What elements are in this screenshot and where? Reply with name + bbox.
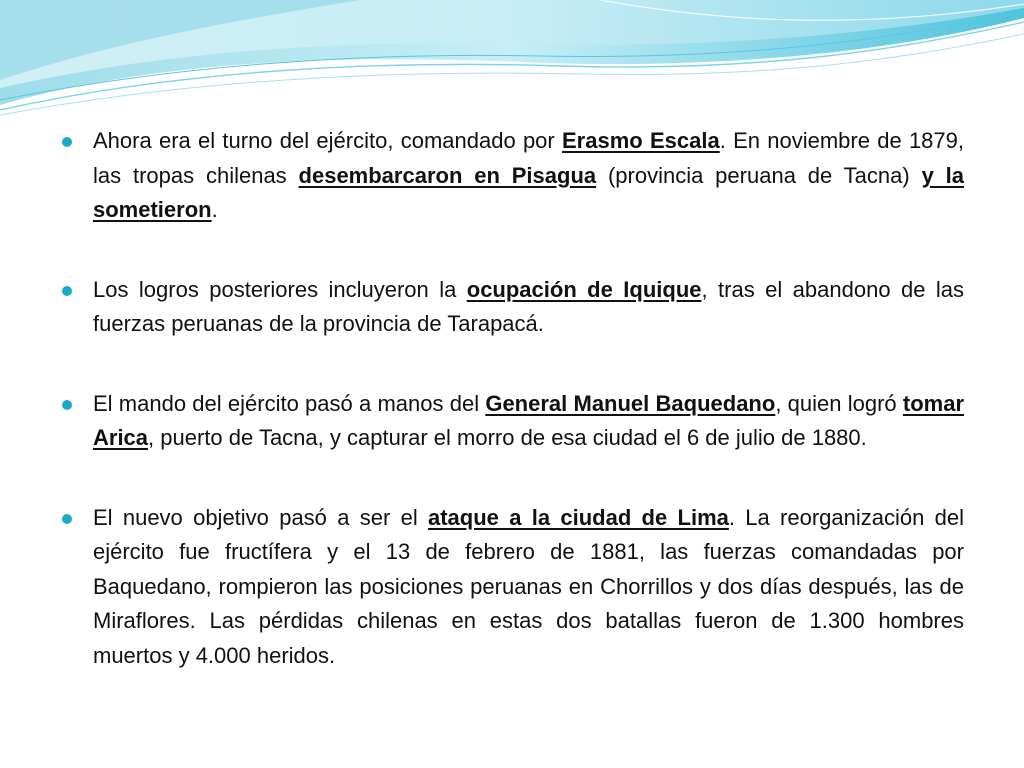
bullet-item [62,501,964,674]
body-text: (provincia peruana de Tacna) [596,162,922,188]
body-text: . En noviembre de 1879, las tropas chilenas [93,128,964,188]
body-text: , puerto de Tacna, y capturar el morro de esa ciudad el 6 de julio de 1880. [148,425,867,450]
emphasized-text: tomar Arica [93,390,965,450]
emphasized-text: ocupación de Iquique [466,276,702,302]
body-text: . La reorganización del ejército fue fructífera y el 13 de febrero de 1881, las fuerzas comandadas por Baquedano, rompieron las posiciones peruanas en Chorrillos y dos días después, las de Miraflores. Las pérdidas chilenas en estas dos batallas fueron de 1.300 hombres muertos y 4.000 heridos. [93,504,964,668]
emphasized-text: desembarcaron en Pisagua [298,162,597,188]
emphasized-text: General Manuel Baquedano [485,390,776,416]
bullet-dot-icon [62,400,72,410]
bullet-dot-icon [62,137,72,147]
emphasized-text: y la sometieron [93,162,965,222]
body-text: El mando del ejército pasó a manos del [93,390,486,416]
body-text: El nuevo objetivo pasó a ser el [93,504,428,530]
body-text: Los logros posteriores incluyeron la [93,276,467,302]
bullet-dot-icon [62,514,72,524]
emphasized-text: Erasmo Escala [562,128,720,153]
header-wave-graphic [0,0,1024,130]
body-text: , tras el abandono de las fuerzas peruanas de la provincia de Tarapacá. [93,276,965,336]
bullet-dot-icon [62,286,72,296]
bullet-item [62,124,964,228]
body-text: Ahora era el turno del ejército, comandado por [93,128,562,153]
body-text: , quien logró [775,390,903,416]
bullet-item [62,273,964,342]
bullet-item [62,387,964,456]
bullet-list [62,124,964,673]
body-text: . [211,197,218,222]
emphasized-text: ataque a la ciudad de Lima [428,504,729,530]
